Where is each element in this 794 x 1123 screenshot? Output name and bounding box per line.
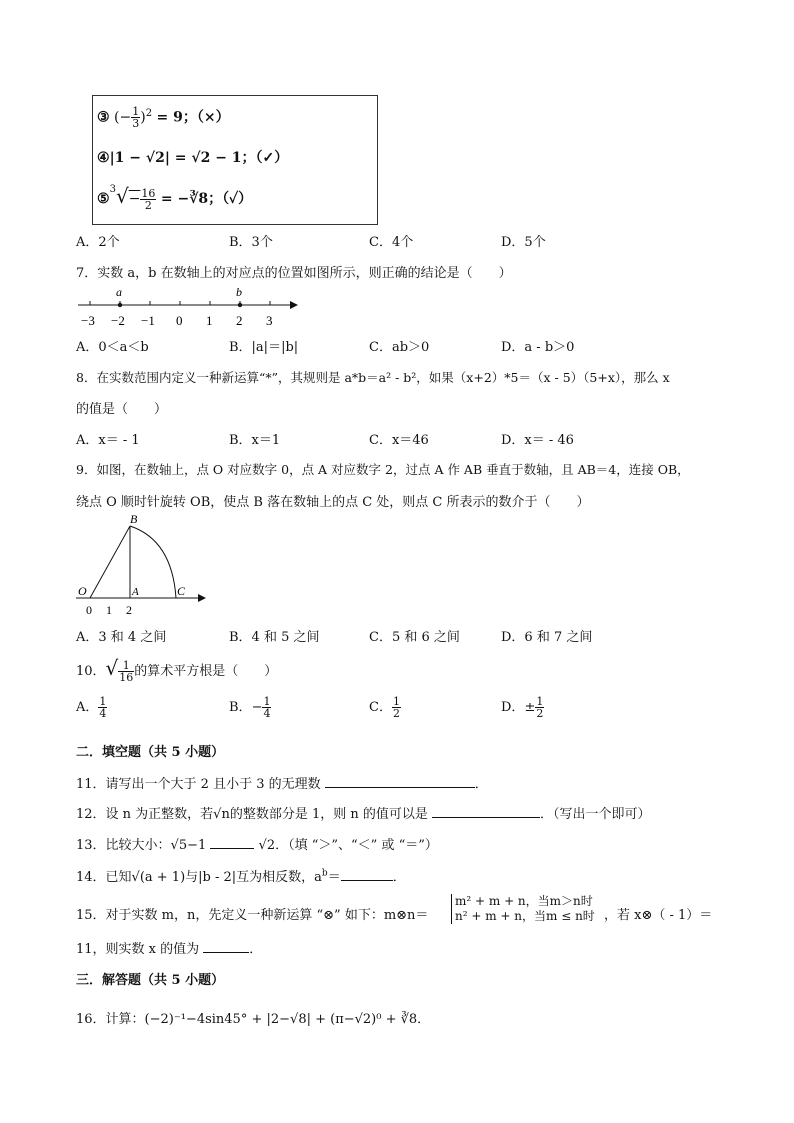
tick-label: −3: [81, 313, 95, 328]
tick-label: −2: [111, 313, 125, 328]
tick-label: 0: [176, 313, 183, 328]
q15-after: ，若 x⊗（ - 1）＝: [604, 908, 713, 923]
q14: 14．已知√(a + 1)与|b - 2|互为相反数，$a^b=$ ．: [76, 868, 406, 885]
q12-answer-blank: [432, 805, 540, 818]
q9-stem: 9．如图，在数轴上，点 O 对应数字 0，点 A 对应数字 2，过点 A 作 AB 垂直于数轴，且 AB＝4，连接 OB，: [76, 462, 690, 477]
q9-figure: [72, 510, 212, 620]
tick-label: 1: [206, 313, 213, 328]
q15-answer-blank: [203, 940, 249, 953]
q9-option-a: A．3 和 4 之间: [76, 630, 167, 645]
q6-option-b: B．3个: [229, 235, 273, 250]
q10-stem: 10．√ $\frac{1}{16}$ 的算术平方根是（ ）: [76, 656, 278, 684]
tick-label: 0: [86, 603, 92, 617]
q6-option-a: A．2个: [76, 235, 120, 250]
section-2-heading: 二．填空题（共 5 小题）: [76, 745, 225, 760]
q10-option-d: D．± $\frac{1}{2}$: [501, 695, 544, 720]
tick-label: 2: [126, 603, 132, 617]
q15-line2: 11，则实数 x 的值为 ．: [76, 942, 263, 957]
q14-answer-blank: [341, 868, 393, 881]
q9-option-c: C．5 和 6 之间: [369, 630, 460, 645]
tick-label: 1: [106, 603, 112, 617]
label-b: B: [130, 512, 138, 526]
circled-3: ③: [97, 109, 110, 126]
tick-label: 3: [266, 313, 273, 328]
q6-option-d: D．5个: [501, 235, 546, 250]
q10-option-c: C． $\frac{1}{2}$: [369, 695, 400, 720]
q13-answer-blank: [210, 836, 254, 849]
q8-stem: 8．在实数范围内定义一种新运算“*”，其规则是 a*b＝a² - b²，如果（x+2）*5＝（x - 5）（5+x），那么 x: [76, 370, 670, 385]
q7-stem: 7．实数 a，b 在数轴上的对应点的位置如图所示，则正确的结论是（ ）: [76, 266, 512, 281]
q16: 16．计算：(−2)⁻¹−4sin45° + |2−√8| + (π−√2)⁰ + ∛8．: [76, 1012, 431, 1027]
point-a-dot: [118, 303, 122, 307]
q7-ticks: [90, 301, 270, 305]
q13: 13．比较大小：√5−1 √2．（填 “＞”、“＜” 或 “＝”）: [76, 838, 438, 853]
q7-option-b: B．|a|＝|b|: [229, 340, 299, 355]
q10-option-a: A． $\frac{1}{4}$: [76, 695, 107, 720]
q8-option-c: C．x＝46: [369, 433, 429, 448]
label-o: O: [78, 584, 87, 598]
tick-label: −1: [141, 313, 155, 328]
q8-stem-line2: 的值是（ ）: [76, 402, 168, 417]
q15-cases: m² + m + n，当m＞n时 n² + m + n，当m ≤ n时: [451, 894, 595, 924]
fraction-16-2: $\frac{16}{2}$: [141, 186, 156, 212]
point-b-dot: [238, 303, 242, 307]
label-c: C: [177, 584, 186, 598]
q15: 15．对于实数 m，n，先定义一种新运算 “⊗” 如下：m⊗n＝: [76, 908, 429, 923]
q8-option-d: D．x＝ - 46: [501, 433, 574, 448]
point-a-label: a: [116, 285, 122, 299]
section-3-heading: 三．解答题（共 5 小题）: [76, 973, 225, 988]
q7-option-d: D．a - b＞0: [501, 340, 575, 355]
statement-4: ④|1 − √2| = √2 − 1；（✓）: [97, 150, 289, 166]
point-b-label: b: [236, 285, 242, 299]
q11-answer-blank: [325, 775, 475, 788]
fraction-1-3: $\frac{1}{3}$: [132, 105, 140, 130]
q8-option-b: B．x＝1: [229, 433, 281, 448]
statement-box: [92, 95, 378, 225]
q11: 11．请写出一个大于 2 且小于 3 的无理数 ．: [76, 777, 488, 792]
q8-option-a: A．x＝ - 1: [76, 433, 140, 448]
q7-option-a: A．0＜a＜b: [76, 340, 149, 355]
statement-3: ③ (− $\frac{1}{3}$ )$^2$ = 9；（×）: [97, 105, 230, 130]
label-a: A: [132, 586, 139, 598]
tick-label: 2: [236, 313, 243, 328]
q12: 12．设 n 为正整数，若√n的整数部分是 1，则 n 的值可以是 ．（写出一个即可）: [76, 807, 651, 822]
q10-option-b: B．− $\frac{1}{4}$: [229, 695, 271, 720]
segment-ob: [90, 526, 130, 598]
q9-stem-line2: 绕点 O 顺时针旋转 OB，使点 B 落在数轴上的点 C 处，则点 C 所表示的数介于（ ）: [76, 495, 590, 510]
statement-5: ⑤$^3$√− $\frac{16}{2}$ = −∛8；（✓）: [97, 184, 253, 212]
q6-option-c: C．4个: [369, 235, 414, 250]
q7-number-line: [70, 283, 310, 333]
q9-option-b: B．4 和 5 之间: [229, 630, 320, 645]
q7-option-c: C．ab＞0: [369, 340, 430, 355]
q9-option-d: D．6 和 7 之间: [501, 630, 593, 645]
